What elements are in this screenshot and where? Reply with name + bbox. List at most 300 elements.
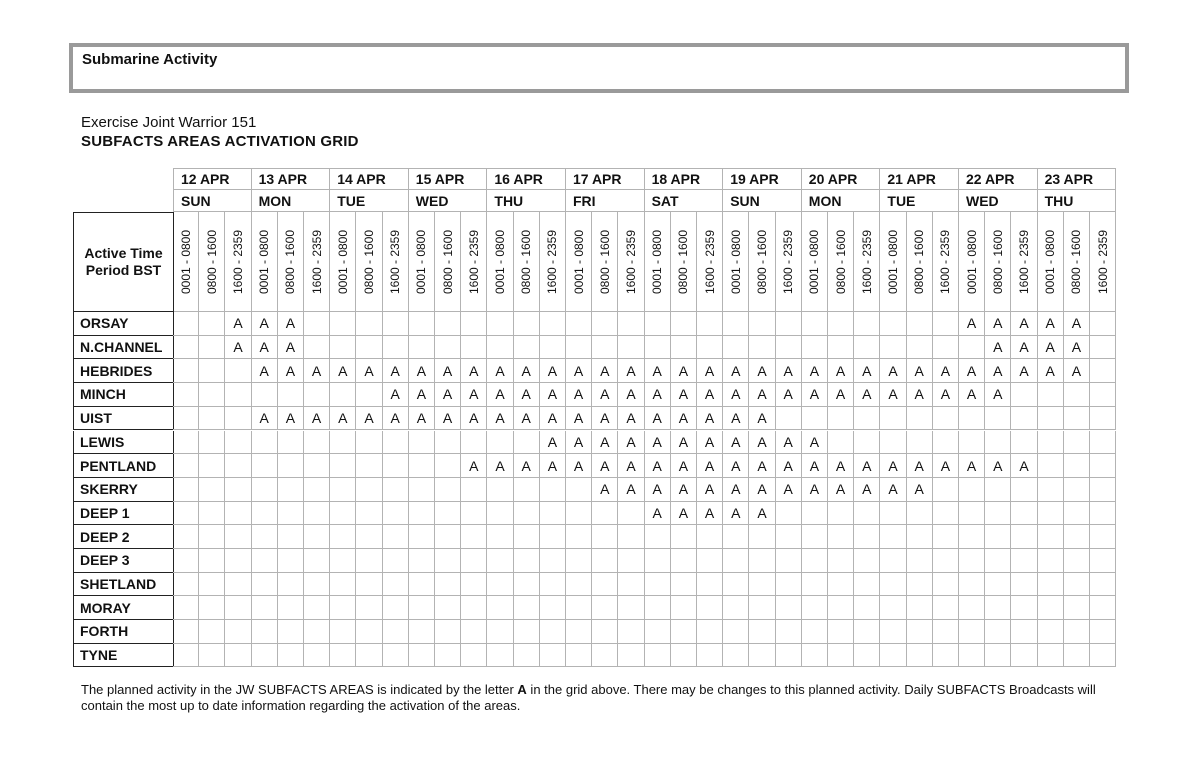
time-period-header [723,212,749,312]
time-period-header [776,212,802,312]
grid-cell [173,431,199,455]
grid-cell [199,596,225,620]
active-cell: A [435,383,461,407]
grid-cell [461,525,487,549]
grid-cell [618,336,644,360]
active-cell: A [959,312,985,336]
grid-cell [776,407,802,431]
grid-cell [985,407,1011,431]
grid-cell [671,549,697,573]
grid-cell [566,312,592,336]
grid-cell [592,573,618,597]
active-cell: A [697,431,723,455]
time-period-header [514,212,540,312]
grid-cell [618,525,644,549]
active-cell: A [776,359,802,383]
grid-cell [540,573,566,597]
grid-cell [933,596,959,620]
grid-cell [1064,596,1090,620]
grid-cell [880,644,906,668]
grid-cell [880,573,906,597]
active-cell: A [933,359,959,383]
time-period-label: 1600 - 2359 [545,229,560,294]
grid-cell [776,336,802,360]
grid-cell [409,502,435,526]
time-period-label: 0001 - 0800 [335,229,350,294]
grid-cell [514,596,540,620]
grid-cell [907,312,933,336]
grid-cell [461,620,487,644]
active-cell: A [487,454,513,478]
date-header: 16 APR [487,168,566,190]
time-period-label: 1600 - 2359 [1016,229,1031,294]
time-period-label: 1600 - 2359 [1095,229,1110,294]
active-cell: A [985,359,1011,383]
grid-cell [1064,407,1090,431]
grid-cell [225,383,251,407]
grid-cell [645,336,671,360]
weekday-header: THU [1038,190,1117,212]
time-period-label: 1600 - 2359 [623,229,638,294]
area-label: DEEP 2 [73,525,174,549]
active-cell: A [907,478,933,502]
date-header: 19 APR [723,168,802,190]
grid-cell [199,431,225,455]
time-period-header [199,212,225,312]
grid-cell [776,644,802,668]
grid-cell [435,454,461,478]
grid-cell [618,596,644,620]
time-period-label: 0001 - 0800 [728,229,743,294]
grid-cell [173,502,199,526]
active-cell: A [671,407,697,431]
grid-cell [828,549,854,573]
grid-cell [854,407,880,431]
grid-cell [776,573,802,597]
time-period-label: 1600 - 2359 [702,229,717,294]
active-cell: A [461,383,487,407]
grid-cell [225,525,251,549]
grid-cell [854,431,880,455]
grid-cell [880,549,906,573]
grid-cell [225,502,251,526]
grid-cell [592,336,618,360]
active-cell: A [356,359,382,383]
grid-cell [933,644,959,668]
grid-cell [828,407,854,431]
grid-cell [802,644,828,668]
grid-cell [461,573,487,597]
time-period-label: 0001 - 0800 [257,229,272,294]
grid-cell [330,383,356,407]
grid-cell [330,573,356,597]
time-period-label: 0001 - 0800 [964,229,979,294]
weekday-header: TUE [880,190,959,212]
weekday-header: SUN [723,190,802,212]
grid-cell [1011,502,1037,526]
grid-cell [1038,596,1064,620]
grid-cell [356,478,382,502]
grid-cell [514,620,540,644]
time-period-header [435,212,461,312]
time-period-header [1090,212,1116,312]
grid-cell [1011,573,1037,597]
time-period-label: 0001 - 0800 [807,229,822,294]
grid-cell [435,312,461,336]
grid-cell [409,336,435,360]
grid-cell [435,525,461,549]
active-cell: A [749,454,775,478]
grid-cell [409,431,435,455]
grid-cell [330,596,356,620]
grid-cell [828,431,854,455]
time-period-header [566,212,592,312]
grid-cell [933,407,959,431]
active-cell: A [383,383,409,407]
active-cell: A [1064,312,1090,336]
grid-cell [356,620,382,644]
grid-cell [1038,549,1064,573]
grid-cell [592,620,618,644]
grid-cell [304,502,330,526]
grid-cell [461,478,487,502]
active-cell: A [697,383,723,407]
grid-cell [645,525,671,549]
footnote-mark: A [517,682,527,697]
grid-cell [1011,549,1037,573]
grid-cell [225,573,251,597]
time-period-label: 1600 - 2359 [388,229,403,294]
grid-cell [1090,573,1116,597]
grid-cell [1011,596,1037,620]
grid-cell [199,383,225,407]
grid-cell [173,525,199,549]
grid-cell [514,478,540,502]
grid-cell [671,336,697,360]
grid-cell [514,312,540,336]
grid-cell [356,525,382,549]
grid-cell [776,549,802,573]
area-label: MORAY [73,596,174,620]
grid-cell [304,620,330,644]
grid-cell [959,573,985,597]
active-cell: A [933,383,959,407]
area-label: DEEP 1 [73,502,174,526]
grid-cell [1038,478,1064,502]
grid-cell [356,312,382,336]
active-cell: A [671,454,697,478]
time-period-header [304,212,330,312]
grid-cell [173,596,199,620]
active-cell: A [671,502,697,526]
active-cell: A [409,359,435,383]
grid-cell [199,312,225,336]
time-period-label: 0001 - 0800 [650,229,665,294]
grid-cell [776,620,802,644]
grid-cell [199,620,225,644]
grid-cell [278,478,304,502]
weekday-header: SUN [173,190,252,212]
weekday-header: TUE [330,190,409,212]
grid-cell [199,478,225,502]
time-period-header [330,212,356,312]
active-cell: A [959,454,985,478]
active-cell: A [1011,312,1037,336]
grid-cell [199,454,225,478]
active-cell: A [959,359,985,383]
grid-cell [356,454,382,478]
grid-cell [435,336,461,360]
time-period-label: 1600 - 2359 [859,229,874,294]
grid-cell [697,549,723,573]
active-cell: A [645,454,671,478]
grid-cell [487,596,513,620]
grid-cell [566,549,592,573]
grid-cell [409,644,435,668]
grid-cell [828,573,854,597]
active-cell: A [1064,336,1090,360]
grid-cell [1090,644,1116,668]
active-cell: A [907,359,933,383]
grid-cell [173,620,199,644]
grid-cell [959,502,985,526]
active-cell: A [487,359,513,383]
grid-cell [828,596,854,620]
grid-cell [278,644,304,668]
grid-cell [330,525,356,549]
grid-cell [199,525,225,549]
grid-cell [1090,596,1116,620]
grid-cell [435,549,461,573]
active-cell: A [880,359,906,383]
grid-cell [278,596,304,620]
grid-cell [435,478,461,502]
active-cell: A [435,407,461,431]
grid-cell [173,336,199,360]
grid-cell [723,549,749,573]
grid-cell [225,549,251,573]
active-cell: A [776,431,802,455]
grid-cell [723,644,749,668]
grid-cell [356,431,382,455]
active-cell: A [461,454,487,478]
grid-cell [645,644,671,668]
active-cell: A [723,383,749,407]
grid-cell [749,644,775,668]
time-period-header [880,212,906,312]
active-cell: A [749,502,775,526]
grid-cell [383,478,409,502]
grid-cell [487,431,513,455]
grid-cell [199,336,225,360]
active-cell: A [592,478,618,502]
area-label: SKERRY [73,478,174,502]
grid-cell [173,478,199,502]
active-cell: A [854,454,880,478]
grid-cell [435,596,461,620]
grid-cell [776,312,802,336]
grid-cell [907,525,933,549]
grid-cell [749,620,775,644]
grid-cell [959,431,985,455]
active-cell: A [540,383,566,407]
grid-cell [618,620,644,644]
active-cell: A [487,383,513,407]
grid-cell [592,525,618,549]
active-cell: A [618,431,644,455]
time-period-label: 0800 - 1600 [519,229,534,294]
grid-cell [1038,644,1064,668]
active-cell: A [828,383,854,407]
active-cell: A [645,359,671,383]
time-period-label: 1600 - 2359 [309,229,324,294]
time-period-header [461,212,487,312]
grid-cell [1090,383,1116,407]
grid-cell [356,336,382,360]
active-cell: A [985,454,1011,478]
time-period-header [225,212,251,312]
grid-cell [959,549,985,573]
active-cell: A [330,407,356,431]
grid-cell [409,573,435,597]
active-cell: A [749,431,775,455]
active-cell: A [697,407,723,431]
active-cell: A [409,383,435,407]
grid-cell [828,644,854,668]
grid-cell [252,431,278,455]
active-cell: A [985,336,1011,360]
grid-cell [330,478,356,502]
date-header: 17 APR [566,168,645,190]
grid-cell [907,620,933,644]
grid-cell [304,525,330,549]
grid-cell [1064,573,1090,597]
grid-cell [697,620,723,644]
area-label: MINCH [73,383,174,407]
grid-cell [1011,644,1037,668]
time-period-header [409,212,435,312]
grid-cell [776,502,802,526]
grid-cell [697,573,723,597]
grid-cell [854,573,880,597]
date-header: 22 APR [959,168,1038,190]
grid-cell [697,596,723,620]
grid-cell [383,549,409,573]
grid-cell [1038,573,1064,597]
grid-cell [907,407,933,431]
grid-cell [304,573,330,597]
grid-cell [802,502,828,526]
active-cell: A [304,407,330,431]
grid-cell [435,573,461,597]
grid-cell [1064,478,1090,502]
time-period-header [907,212,933,312]
active-cell: A [1038,336,1064,360]
weekday-header: MON [252,190,331,212]
grid-cell [907,549,933,573]
grid-cell [409,549,435,573]
area-label: PENTLAND [73,454,174,478]
grid-cell [959,620,985,644]
grid-cell [1064,525,1090,549]
active-cell: A [985,312,1011,336]
time-period-header [540,212,566,312]
active-cell: A [566,431,592,455]
grid-cell [330,336,356,360]
grid-cell [304,596,330,620]
grid-cell [487,620,513,644]
grid-cell [854,525,880,549]
grid-cell [540,549,566,573]
time-period-header [749,212,775,312]
grid-cell [383,336,409,360]
grid-cell [487,573,513,597]
grid-cell [592,312,618,336]
grid-cell [514,573,540,597]
active-cell: A [592,383,618,407]
grid-cell [1038,383,1064,407]
grid-cell [671,525,697,549]
active-cell: A [592,431,618,455]
grid-cell [1090,336,1116,360]
active-cell: A [592,359,618,383]
grid-cell [959,525,985,549]
time-period-label: 0800 - 1600 [833,229,848,294]
time-period-label: 0001 - 0800 [1043,229,1058,294]
grid-cell [592,549,618,573]
grid-cell [487,336,513,360]
grid-cell [514,549,540,573]
grid-cell [566,573,592,597]
grid-cell [540,596,566,620]
grid-cell [880,312,906,336]
grid-cell [933,549,959,573]
time-period-header [173,212,199,312]
grid-cell [802,407,828,431]
grid-cell [199,407,225,431]
active-cell: A [278,312,304,336]
grid-cell [252,549,278,573]
grid-cell [409,525,435,549]
grid-cell [1090,525,1116,549]
active-cell: A [697,478,723,502]
grid-cell [828,312,854,336]
active-cell: A [461,359,487,383]
grid-cell [409,596,435,620]
active-cell: A [671,478,697,502]
active-cell: A [802,454,828,478]
active-cell: A [225,336,251,360]
grid-cell [959,596,985,620]
grid-cell [1038,454,1064,478]
grid-cell [435,502,461,526]
grid-cell [1090,359,1116,383]
time-period-header [1064,212,1090,312]
grid-cell [356,596,382,620]
active-cell: A [592,454,618,478]
grid-cell [304,312,330,336]
grid-title: SUBFACTS AREAS ACTIVATION GRID [81,133,359,150]
grid-cell [1090,620,1116,644]
grid-cell [1090,549,1116,573]
grid-cell [173,383,199,407]
grid-cell [540,620,566,644]
grid-cell [828,336,854,360]
grid-cell [566,525,592,549]
active-cell: A [671,431,697,455]
time-period-label: 0800 - 1600 [912,229,927,294]
area-label: N.CHANNEL [73,336,174,360]
